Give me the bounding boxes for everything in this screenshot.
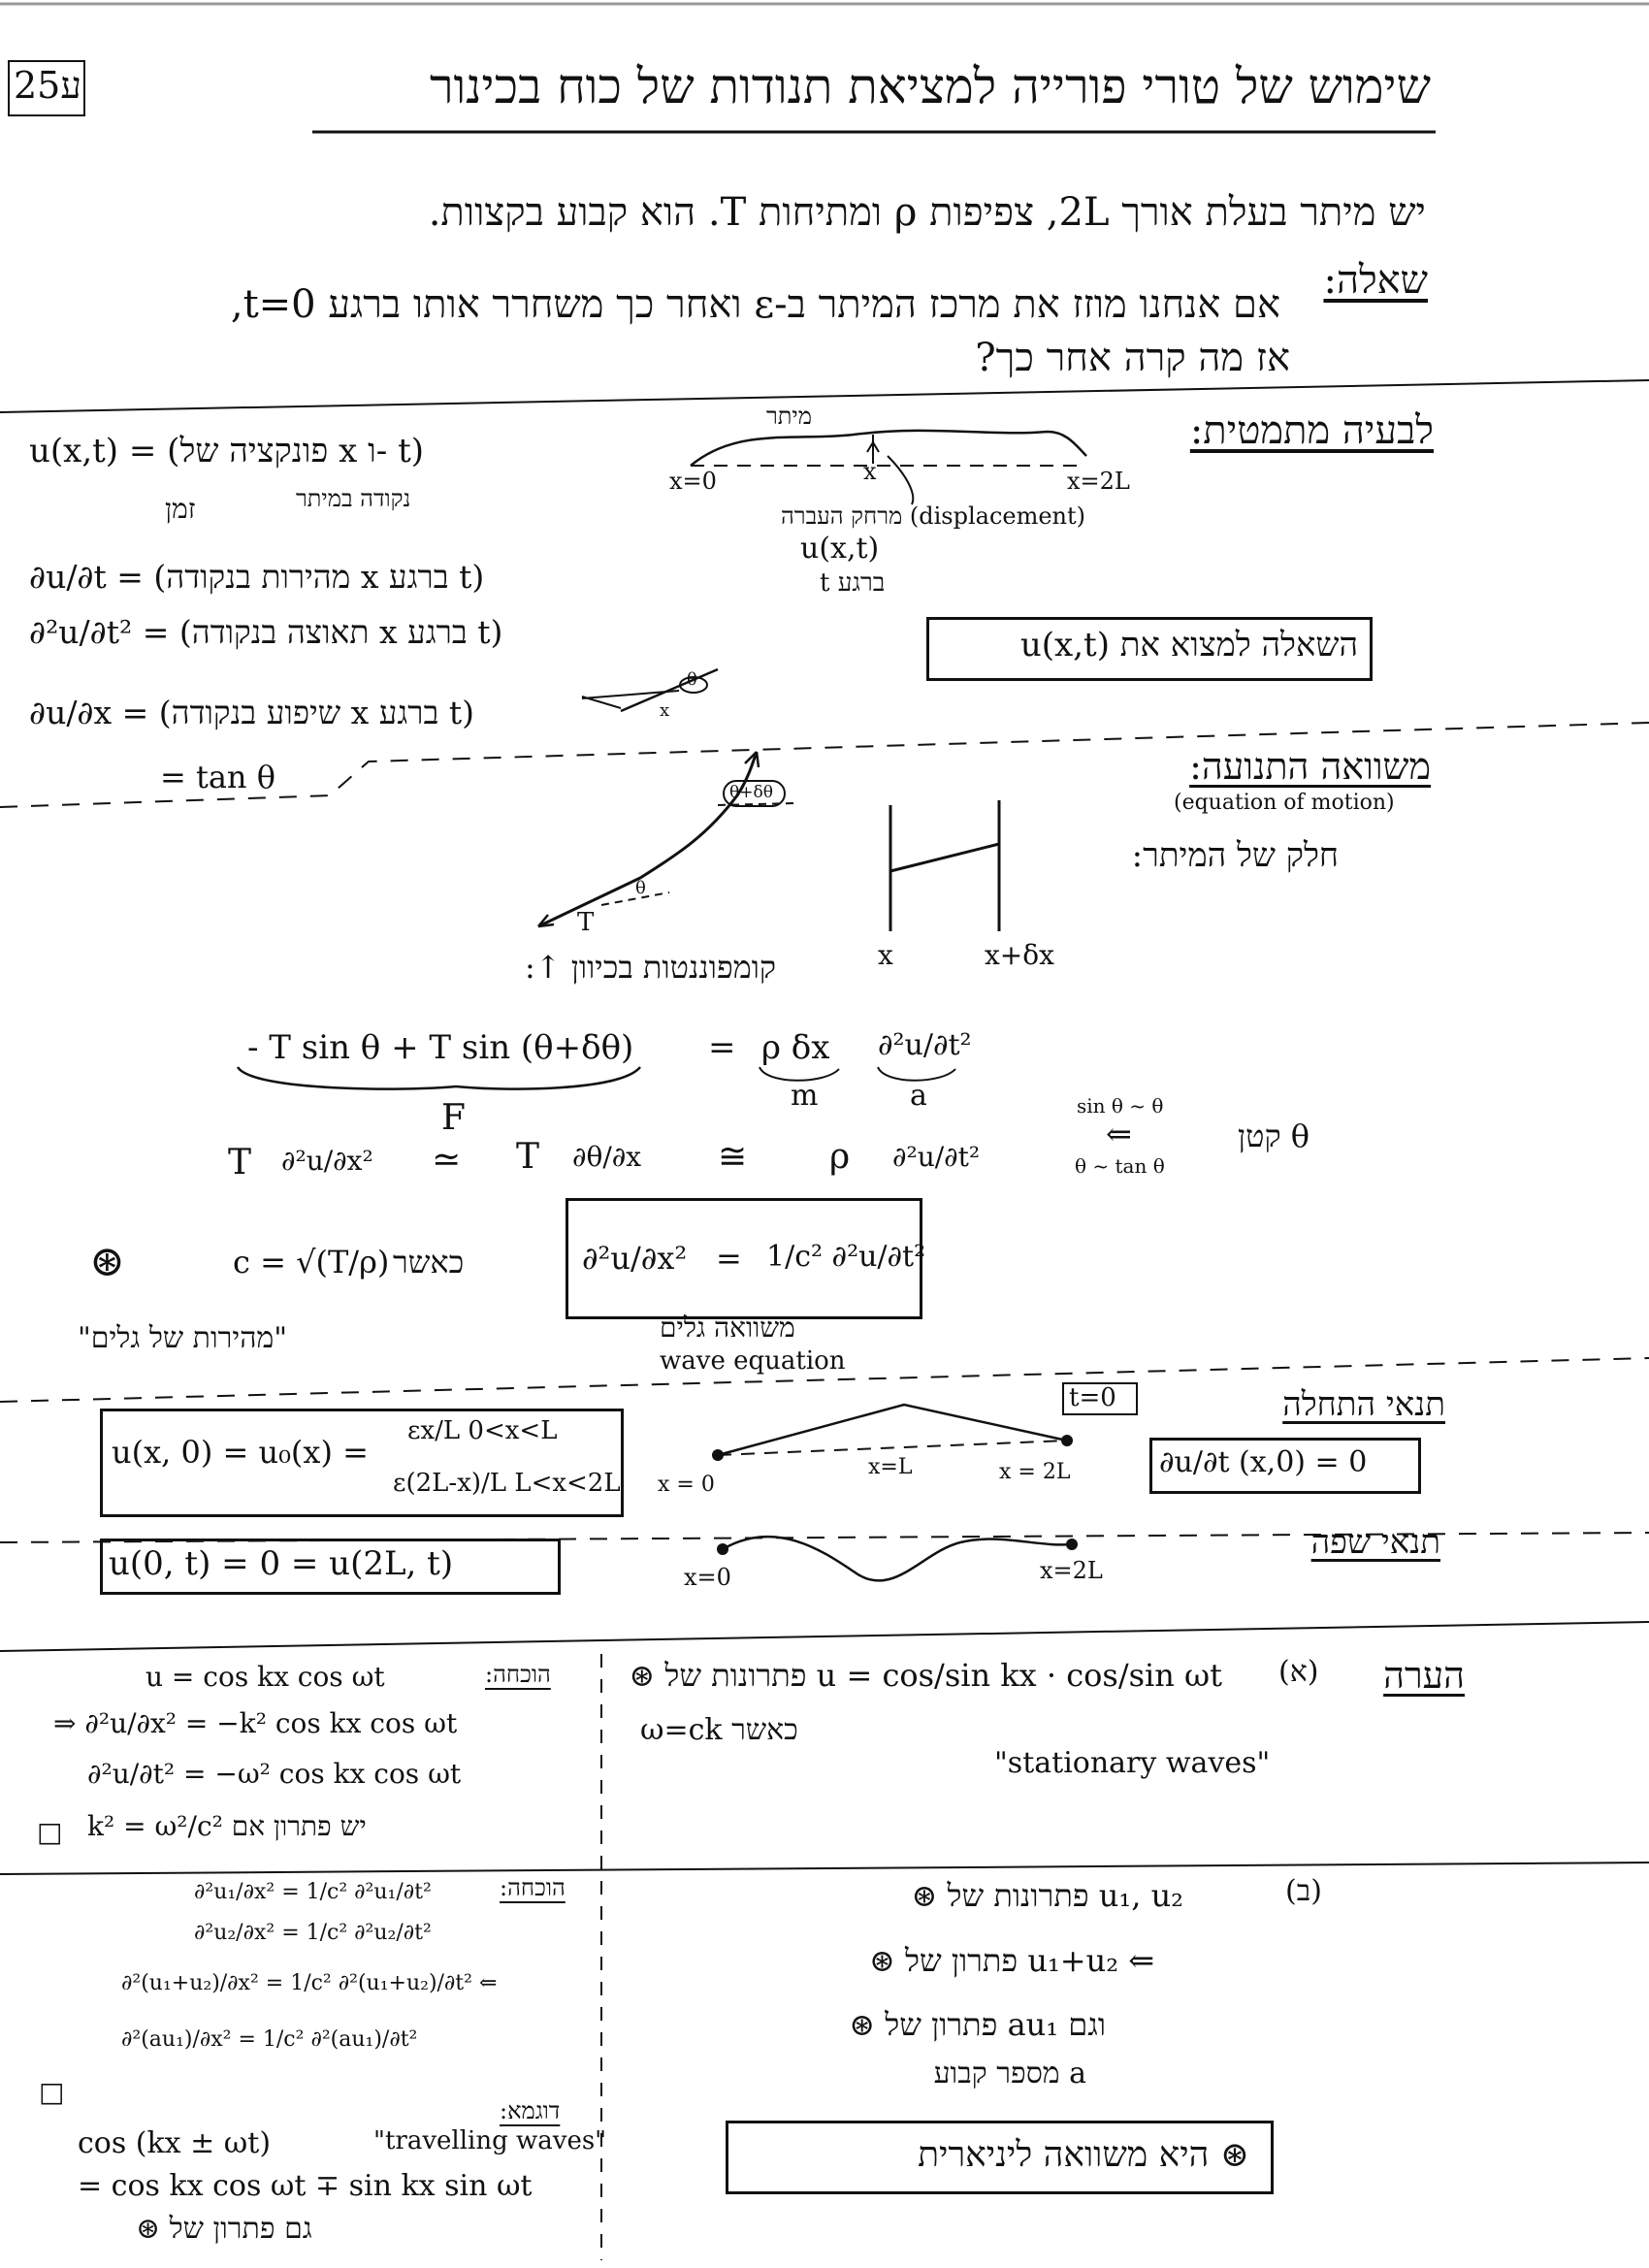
line2-approx2: ≅: [718, 1137, 748, 1177]
components-label: קומפוננטות בכיוון ↑:: [525, 949, 776, 986]
remark-a-proof-label: הוכחה:: [485, 1661, 551, 1688]
page-title: שימוש של טורי פורייה למציאת תנודות של כוח בכינור: [429, 58, 1431, 114]
initial-heading: תנאי התחלה: [1282, 1385, 1445, 1424]
remark-b-proof-2: ∂²u₂/∂x² = 1/c² ∂²u₂/∂t²: [194, 1921, 432, 1945]
stationary-waves: "stationary waves": [994, 1746, 1271, 1780]
linear-equation-text: ⊛ היא משוואה ליניארית: [918, 2135, 1249, 2175]
initial-velocity: ∂u/∂t (x,0) = 0: [1159, 1445, 1368, 1479]
line2-dtheta: ∂θ/∂x: [572, 1141, 642, 1173]
remark-b-proof-4: ∂²(au₁)/∂x² = 1/c² ∂²(au₁)/∂t²: [121, 2027, 418, 2052]
question-label: שאלה:: [1323, 258, 1428, 303]
line2-T1: T: [228, 1143, 252, 1183]
example-3: גם פתרון של ⊛: [136, 2212, 312, 2246]
string-x0: x=0: [669, 468, 717, 495]
slope-theta: θ: [687, 669, 697, 690]
accel-a: a: [910, 1079, 927, 1113]
slope-def: ∂u/∂x = (שיפוע בנקודה x ברגע t): [29, 694, 475, 731]
where-label: כאשר: [393, 1244, 465, 1280]
d2u-dt2-a: ∂²u/∂t²: [878, 1028, 972, 1062]
formulation-heading: לבעיה מתמטית:: [1189, 408, 1434, 453]
remark-a-text: u = cos/sin kx · cos/sin ωt פתרונות של ⊛: [629, 1657, 1222, 1694]
initial-u0: u(x, 0) = u₀(x) =: [112, 1434, 369, 1471]
line2-approx1: ≃: [432, 1140, 462, 1180]
boundary-x0: x=0: [684, 1564, 731, 1591]
remark-a-proof-4: k² = ω²/c² יש פתרון אם: [87, 1810, 367, 1842]
remark-a-proof-3: ∂²u/∂t² = −ω² cos kx cos ωt: [87, 1758, 462, 1790]
velocity-def: ∂u/∂t = (מהירות בנקודה x ברגע t): [29, 558, 485, 596]
remark-a-label: (א): [1278, 1655, 1319, 1689]
example-2: = cos kx cos ωt ∓ sin kx sin ωt: [78, 2169, 533, 2203]
displacement-label: מרחק העברה (displacement): [781, 502, 1086, 530]
remark-a-where: כאשר ω=ck: [640, 1713, 798, 1747]
initial-x0: x = 0: [658, 1473, 715, 1497]
tan-theta: = tan θ: [160, 759, 275, 795]
wave-speed-label: "מהירות של גלים": [78, 1321, 288, 1355]
example-tag: "travelling waves": [373, 2126, 607, 2155]
example-1: cos (kx ± ωt): [78, 2126, 272, 2160]
intro-line-3: אז מה קרה אחר כך?: [975, 336, 1290, 380]
remark-b-label: (ב): [1285, 1874, 1322, 1908]
string-label: מיתר: [766, 403, 812, 430]
line2-d2udt2: ∂²u/∂t²: [892, 1141, 981, 1173]
initial-x2L: x = 2L: [999, 1460, 1071, 1484]
c-definition: c = √(T/ρ): [233, 1244, 390, 1280]
example-label: דוגמא:: [500, 2097, 561, 2124]
wave-eq-lhs: ∂²u/∂x²: [582, 1240, 688, 1277]
initial-case-2: ε(2L-x)/L L<x<2L: [393, 1469, 621, 1498]
wave-eq-hebrew: משוואה גלים: [660, 1312, 795, 1344]
remark-b-proof-label: הוכחה:: [500, 1874, 566, 1901]
remark-b-line-2: ⇐ u₁+u₂ פתרון של ⊛: [869, 1942, 1154, 1979]
initial-xL: x=L: [868, 1455, 913, 1479]
string-x: x: [863, 458, 877, 485]
t0-label: t=0: [1069, 1383, 1116, 1412]
displacement-t: ברגע t: [820, 568, 886, 598]
remark-b-line-1: u₁, u₂ פתרונות של ⊛: [911, 1877, 1183, 1914]
remark-b-line-4: a מספר קבוע: [933, 2057, 1086, 2090]
remark-b-line-3: וגם au₁ פתרון של ⊛: [849, 2006, 1106, 2043]
remark-a-proof-2: ⇒ ∂²u/∂x² = −k² cos kx cos ωt: [53, 1707, 458, 1739]
boundary-heading: תנאי שפה: [1310, 1523, 1440, 1562]
remark-heading: הערה: [1383, 1654, 1465, 1697]
wave-eq-english: wave equation: [660, 1346, 846, 1376]
string-x2L: x=2L: [1067, 468, 1130, 495]
motion-heading: משוואה התנועה:: [1189, 745, 1431, 788]
tan-approx: θ ~ tan θ: [1075, 1154, 1165, 1178]
u-note-time: זמן: [165, 493, 196, 525]
wave-eq-equals: =: [716, 1240, 742, 1277]
x-dx-label: x+δx: [985, 939, 1054, 971]
force-theta-label: θ: [635, 878, 646, 898]
line2-rho: ρ: [829, 1137, 851, 1177]
page-number: ע25: [14, 64, 81, 107]
acceleration-def: ∂²u/∂t² = (תאוצה בנקודה x ברגע t): [29, 613, 503, 651]
mass-m: m: [791, 1079, 819, 1113]
approx-arrow: ⇐: [1106, 1116, 1132, 1152]
u-definition: u(x,t) = (פונקציה של x ו- t): [29, 432, 425, 470]
intro-line-1: יש מיתר בעלת אורך 2L, צפיפות ρ ומתיחות T. הוא קבוע בקצוות.: [428, 190, 1426, 235]
remark-a-proof-1: u = cos kx cos ωt: [146, 1661, 385, 1693]
initial-case-1: εx/L 0<x<L: [407, 1416, 558, 1445]
displacement-u: u(x,t): [800, 532, 880, 566]
remark-b-proof-1: ∂²u₁/∂x² = 1/c² ∂²u₁/∂t²: [194, 1880, 432, 1904]
force-equals: =: [708, 1028, 736, 1067]
star-marker: ⊛: [89, 1237, 125, 1286]
force-F: F: [441, 1098, 466, 1138]
rho-dx: ρ δx: [761, 1028, 830, 1067]
boundary-cond: u(0, t) = 0 = u(2L, t): [109, 1544, 454, 1583]
boundary-x2L: x=2L: [1040, 1557, 1103, 1584]
goal-text: השאלה למצוא את u(x,t): [1019, 626, 1358, 664]
small-theta: θ קטן: [1237, 1118, 1310, 1154]
line2-T2: T: [516, 1137, 540, 1177]
force-lhs: - T sin θ + T sin (θ+δθ): [247, 1028, 634, 1067]
motion-subheading: (equation of motion): [1174, 791, 1395, 815]
wave-eq-rhs: 1/c² ∂²u/∂t²: [766, 1240, 926, 1274]
line2-d2udx2: ∂²u/∂x²: [281, 1145, 373, 1177]
remark-a-qed: □: [37, 1816, 63, 1848]
remark-b-qed: □: [39, 2076, 65, 2108]
piece-label: חלק של המיתר:: [1131, 836, 1339, 875]
u-note-point: נקודה במיתר: [296, 485, 411, 512]
tension-label: T: [577, 908, 595, 937]
x-label: x: [878, 939, 893, 971]
remark-b-proof-3: ∂²(u₁+u₂)/∂x² = 1/c² ∂²(u₁+u₂)/∂t² ⇐: [121, 1971, 498, 1995]
theta-dtheta-label: θ+δθ: [729, 783, 773, 802]
sin-approx: sin θ ~ θ: [1077, 1094, 1164, 1118]
slope-x: x: [660, 700, 670, 721]
intro-line-2: אם אנחנו מוזז את מרכז המיתר ב-ε ואחר כך משחרר אותו ברגע t=0,: [230, 282, 1280, 327]
